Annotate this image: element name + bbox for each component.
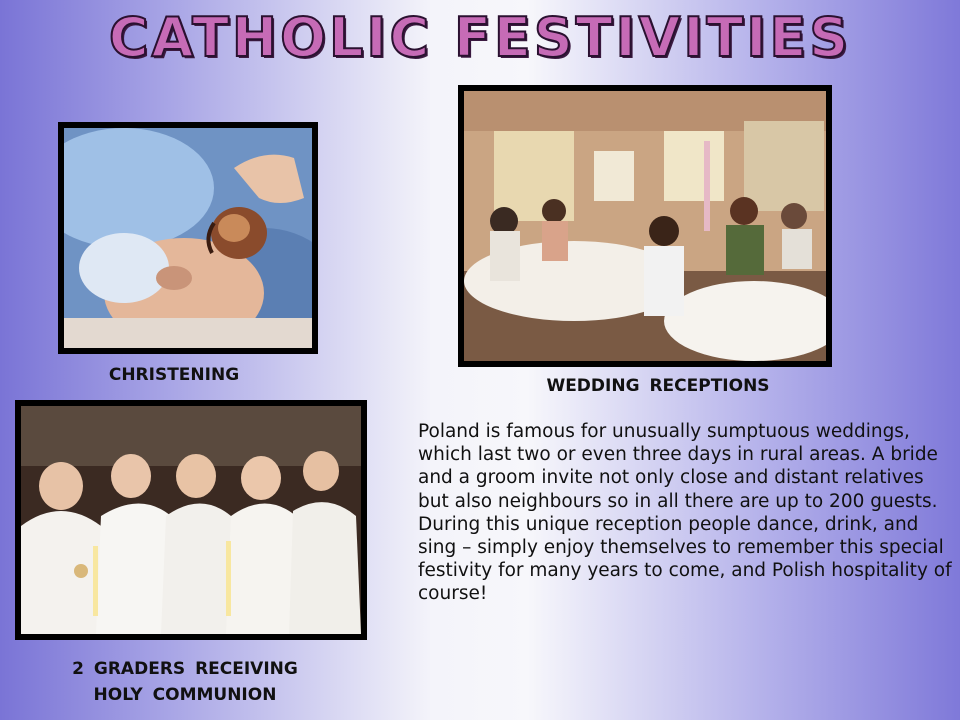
- christening-photo-frame: [58, 122, 318, 354]
- communion-photo-frame: [15, 400, 367, 640]
- communion-caption: [15, 656, 355, 708]
- communion-photo: [21, 406, 361, 634]
- wedding-photo-frame: [458, 85, 832, 367]
- christening-photo: [64, 128, 312, 348]
- communion-caption-line2: HOLY COMMUNION: [93, 685, 277, 705]
- wedding-caption-text: WEDDING RECEPTIONS: [546, 376, 770, 396]
- wedding-photo: [464, 91, 826, 361]
- page-title: CATHOLIC FESTIVITIES: [108, 6, 852, 69]
- christening-caption-text: CHRISTENING: [108, 365, 240, 385]
- christening-caption: [58, 362, 290, 388]
- wedding-caption: [458, 373, 858, 399]
- body-paragraph: Poland is famous for unusually sumptuous weddings, which last two or even three days in rural areas. A bride and a groom invite not only close and distant relatives but also neighbours so in all there are up to 200 guests. During this unique reception people dance, drink, and sing – simply enjoy themselves to remember this special festivity for many years to come, and Polish hospitality of course!: [418, 421, 952, 605]
- communion-caption-line1: 2 GRADERS RECEIVING: [72, 659, 298, 679]
